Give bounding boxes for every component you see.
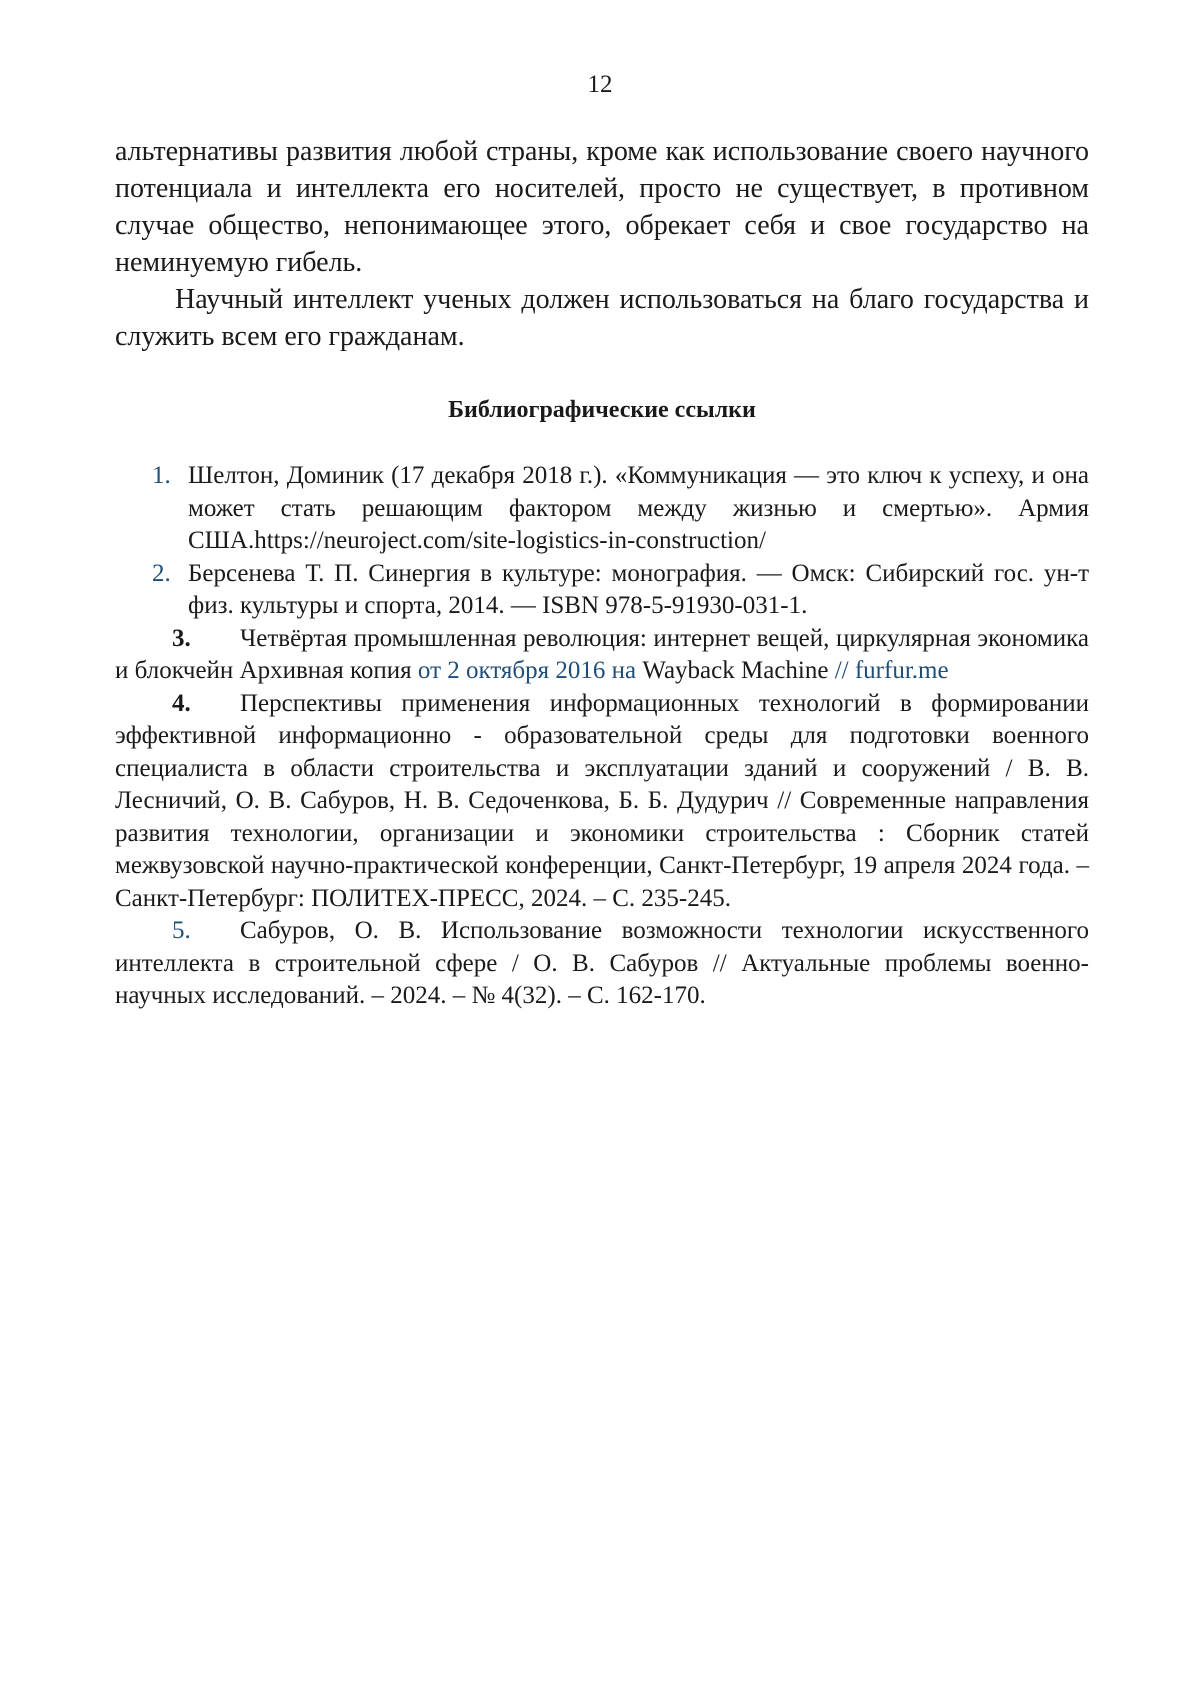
bibliography-heading: Библиографические ссылки xyxy=(448,397,756,423)
bibliography-item xyxy=(115,688,1089,916)
page-number: 12 xyxy=(587,71,613,98)
item-text: Перспективы применения информационных технологий в формировании эффективной информационно - образовательной среды для подготовки военного специалиста в области строительства и эксплуатации зданий и сооружений / В. В. Лесничий, О. В. Сабуров, Н. В. Седоченкова, Б. Б. Дудурич // Современные направления развития технологии, организации и экономики строительства : Сборник статей межвузовской научно-практической конференции, Санкт-Петербург, 19 апреля 2024 года. – Санкт-Петербург: ПОЛИТЕХ-ПРЕСС, 2024. – С. 235-245. xyxy=(115,689,1089,912)
item-text: Wayback Machine xyxy=(642,657,829,684)
body-paragraph: Научный интеллект ученых должен использоваться на благо государства и служить всем его гражданам. xyxy=(115,284,1089,352)
furfur-link[interactable]: // furfur.me xyxy=(834,657,949,684)
item-text: Сабуров, О. В. Использование возможности технологии искусственного интеллекта в строительной сфере / О. В. Сабуров // Актуальные проблемы военно-научных исследований. – 2024. – № 4(32). – С. 162-170. xyxy=(115,917,1089,1009)
archive-date-link[interactable]: от 2 октября 2016 на xyxy=(417,657,637,684)
item-number: 1. xyxy=(152,462,171,489)
bibliography-item xyxy=(115,915,1089,1013)
item-text: Берсенева Т. П. Синергия в культуре: монография. — Омск: Сибирский гос. ун-т физ. культуры и спорта, 2014. — ISBN 978-5-91930-031-1. xyxy=(188,559,1089,619)
item-number: 4. xyxy=(172,689,191,717)
bibliography-item xyxy=(115,623,1089,688)
page-content xyxy=(115,133,1089,1013)
item-text: Четвёртая промышленная революция: интернет вещей, циркулярная экономика и блокчейн Архивная копия xyxy=(115,624,1089,684)
item-number: 5. xyxy=(172,917,191,944)
item-number: 3. xyxy=(172,624,191,652)
item-number: 2. xyxy=(152,559,171,587)
body-paragraph: альтернативы развития любой страны, кроме как использование своего научного потенциала и интеллекта его носителей, просто не существует, в противном случае общество, непонимающее этого, обрекает себя и свое государство на неминуемую гибель. xyxy=(115,136,1089,278)
bibliography-list xyxy=(115,460,1089,1013)
bibliography-item xyxy=(115,558,1089,623)
item-text: Шелтон, Доминик (17 декабря 2018 г.). «Коммуникация — это ключ к успеху, и она может стать решающим фактором между жизнью и смертью». Армия США.https://neuroject.com/site-logistics-in-construction/ xyxy=(188,462,1089,554)
bibliography-item xyxy=(115,460,1089,558)
